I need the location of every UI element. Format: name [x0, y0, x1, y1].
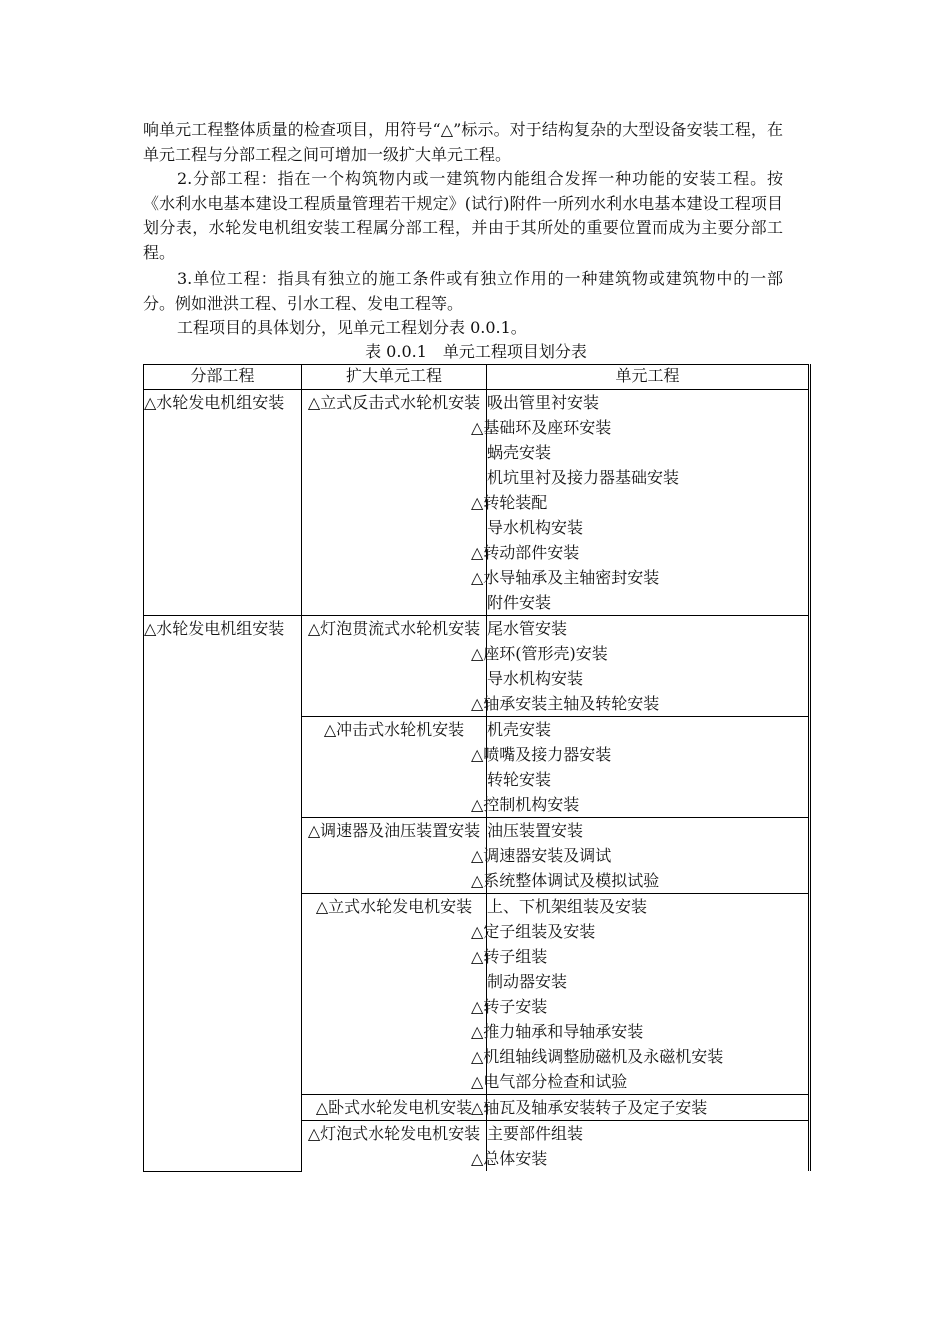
unit-project-item: △定子组装及安装: [471, 922, 596, 941]
unit-project-item: 转轮安装: [487, 770, 552, 789]
table-body: [144, 390, 810, 1172]
unit-project-item: △座环(管形壳)安装: [471, 644, 608, 663]
unit-project-item: 导水机构安装: [487, 518, 584, 537]
unit-project-item: 蜗壳安装: [487, 443, 552, 462]
unit-project-cell: [471, 717, 810, 818]
unit-project-item: 主要部件组装: [487, 1124, 584, 1143]
paragraph-unit-project: 3.单位工程：指具有独立的施工条件或有独立作用的一种建筑物或建筑物中的一部分。例如泄洪工程、引水工程、发电工程等。: [143, 269, 783, 313]
table-row: [144, 390, 810, 616]
expanded-unit-cell: △立式反击式水轮机安装: [302, 390, 487, 616]
unit-project-cell: [471, 818, 810, 894]
unit-project-cell: [471, 1095, 810, 1121]
unit-project-item: △调速器安装及调试: [471, 846, 612, 865]
expanded-unit-cell: △立式水轮发电机安装: [302, 894, 487, 1095]
header-expanded-unit: 扩大单元工程: [302, 365, 487, 390]
expanded-unit-cell: △冲击式水轮机安装: [302, 717, 487, 818]
unit-project-item: △基础环及座环安装: [471, 418, 612, 437]
unit-project-item: 制动器安装: [487, 972, 568, 991]
expanded-unit-cell: △卧式水轮发电机安装: [302, 1095, 487, 1121]
paragraph-sub-project: 2.分部工程：指在一个构筑物内或一建筑物内能组合发挥一种功能的安装工程。按《水利水电基本建设工程质量管理若干规定》(试行)附件一所列水利水电基本建设工程项目划分表，水轮发电机组安装工程属分部工程，并由于其所处的重要位置而成为主要分部工程。: [143, 169, 783, 262]
unit-project-item: △转动部件安装: [471, 543, 580, 562]
unit-project-item: 导水机构安装: [487, 669, 584, 688]
unit-project-item: △喷嘴及接力器安装: [471, 745, 612, 764]
unit-project-cell: [471, 894, 810, 1095]
unit-project-item: 吸出管里衬安装: [487, 393, 600, 412]
unit-project-cell: [471, 616, 810, 717]
unit-project-item: △水导轴承及主轴密封安装: [471, 568, 660, 587]
expanded-unit-cell: △灯泡贯流式水轮机安装: [302, 616, 487, 717]
table-row: [144, 616, 810, 717]
unit-project-item: △总体安装: [471, 1149, 548, 1168]
unit-project-item: △轴承安装主轴及转轮安装: [471, 694, 660, 713]
unit-project-item: 尾水管安装: [487, 619, 568, 638]
sub-project-cell: △水轮发电机组安装: [144, 390, 302, 616]
paragraph-table-reference: 工程项目的具体划分，见单元工程划分表 0.0.1。: [177, 318, 527, 337]
header-unit-project: 单元工程: [487, 365, 810, 390]
unit-project-item: △推力轴承和导轴承安装: [471, 1022, 644, 1041]
table-caption: 表 0.0.1 单元工程项目划分表: [365, 342, 587, 361]
expanded-unit-cell: △调速器及油压装置安装: [302, 818, 487, 894]
unit-project-item: △控制机构安装: [471, 795, 580, 814]
sub-project-cell: △水轮发电机组安装: [144, 616, 302, 1172]
unit-project-item: 机壳安装: [487, 720, 552, 739]
unit-project-item: 油压装置安装: [487, 821, 584, 840]
unit-project-item: △转轮装配: [471, 493, 548, 512]
unit-project-table: [143, 364, 811, 1172]
expanded-unit-cell: △灯泡式水轮发电机安装: [302, 1121, 487, 1172]
table-header-row: [144, 365, 810, 390]
unit-project-cell: [471, 390, 810, 616]
unit-project-item: △轴瓦及轴承安装转子及定子安装: [471, 1098, 708, 1117]
header-sub-project: 分部工程: [144, 365, 302, 390]
unit-project-item: △系统整体调试及模拟试验: [471, 871, 660, 890]
unit-project-item: △机组轴线调整励磁机及永磁机安装: [471, 1047, 724, 1066]
unit-project-item: △转子组装: [471, 947, 548, 966]
unit-project-cell: [471, 1121, 810, 1172]
unit-project-item: △转子安装: [471, 997, 548, 1016]
unit-project-item: 上、下机架组装及安装: [487, 897, 648, 916]
paragraph-continuation: 响单元工程整体质量的检查项目，用符号“△”标示。对于结构复杂的大型设备安装工程，在单元工程与分部工程之间可增加一级扩大单元工程。: [143, 120, 783, 164]
unit-project-item: 机坑里衬及接力器基础安装: [487, 468, 680, 487]
unit-project-item: 附件安装: [487, 593, 552, 612]
unit-project-item: △电气部分检查和试验: [471, 1072, 628, 1091]
